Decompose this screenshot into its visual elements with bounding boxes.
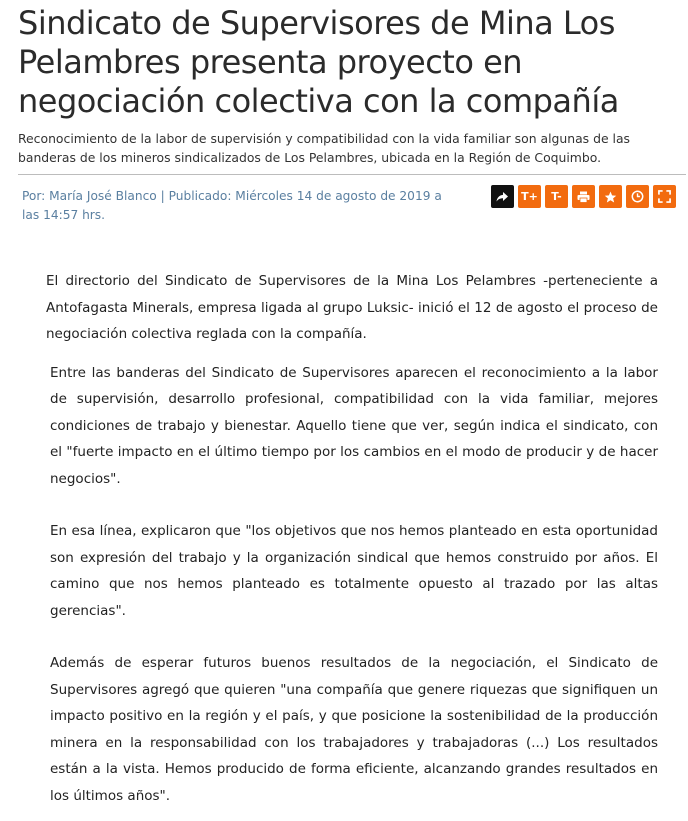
- font-increase-button[interactable]: [518, 185, 541, 208]
- article-toolbar: [491, 185, 680, 208]
- read-later-button[interactable]: [626, 185, 649, 208]
- divider: [18, 174, 686, 175]
- font-decrease-icon: T-: [551, 190, 562, 203]
- article-title: Sindicato de Supervisores de Mina Los Pelambres presenta proyecto en negociación colectiva con la compañía: [18, 4, 619, 120]
- article-meta: Por: María José Blanco | Publicado: Miércoles 14 de agosto de 2019 a las 14:57 hrs.: [22, 189, 442, 222]
- font-increase-icon: T+: [521, 190, 538, 203]
- article-paragraph: En esa línea, explicaron que "los objetivos que nos hemos planteado en esta oportunidad son expresión del trabajo y la organización sindical que hemos construido por años. El camino que nos hemos planteado es totalmente opuesto al trazado por las altas gerencias".: [50, 523, 658, 619]
- article-subtitle: Reconocimiento de la labor de supervisión y compatibilidad con la vida familiar son algunas de las banderas de los mineros sindicalizados de Los Pelambres, ubicada en la Región de Coquimbo.: [18, 131, 630, 165]
- article-paragraph: Además de esperar futuros buenos resultados de la negociación, el Sindicato de Supervisores agregó que quieren "una compañía que genere riquezas que signifiquen un impacto positivo en la región y el país, y que posicione la sostenibilidad de la producción minera en la responsabilidad con los trabajadores y trabajadoras (...) Los resultados están a la vista. Hemos producido de forma eficiente, alcanzando grandes resultados en los últimos años".: [50, 655, 658, 804]
- share-button[interactable]: [491, 185, 514, 208]
- star-icon: [604, 191, 617, 203]
- font-decrease-button[interactable]: [545, 185, 568, 208]
- article-paragraph: Entre las banderas del Sindicato de Supervisores aparecen el reconocimiento a la labor de supervisión, desarrollo profesional, compatibilidad con la vida familiar, mejores condiciones de trabajo y bienestar. Aquello tiene que ver, según indica el sindicato, con el "fuerte impacto en el último tiempo por los cambios en el modo de producir y de hacer negocios".: [50, 364, 658, 487]
- print-icon: [577, 191, 590, 203]
- print-button[interactable]: [572, 185, 595, 208]
- article-paragraph: El directorio del Sindicato de Supervisores de la Mina Los Pelambres -perteneciente a Antofagasta Minerals, empresa ligada al grupo Luksic- inició el 12 de agosto el proceso de negociación colectiva reglada con la compañía.: [46, 273, 658, 342]
- favorite-button[interactable]: [599, 185, 622, 208]
- share-icon: [496, 191, 509, 203]
- expand-icon: [658, 190, 671, 203]
- article-body: [46, 268, 658, 821]
- fullscreen-button[interactable]: [653, 185, 676, 208]
- clock-icon: [631, 190, 644, 203]
